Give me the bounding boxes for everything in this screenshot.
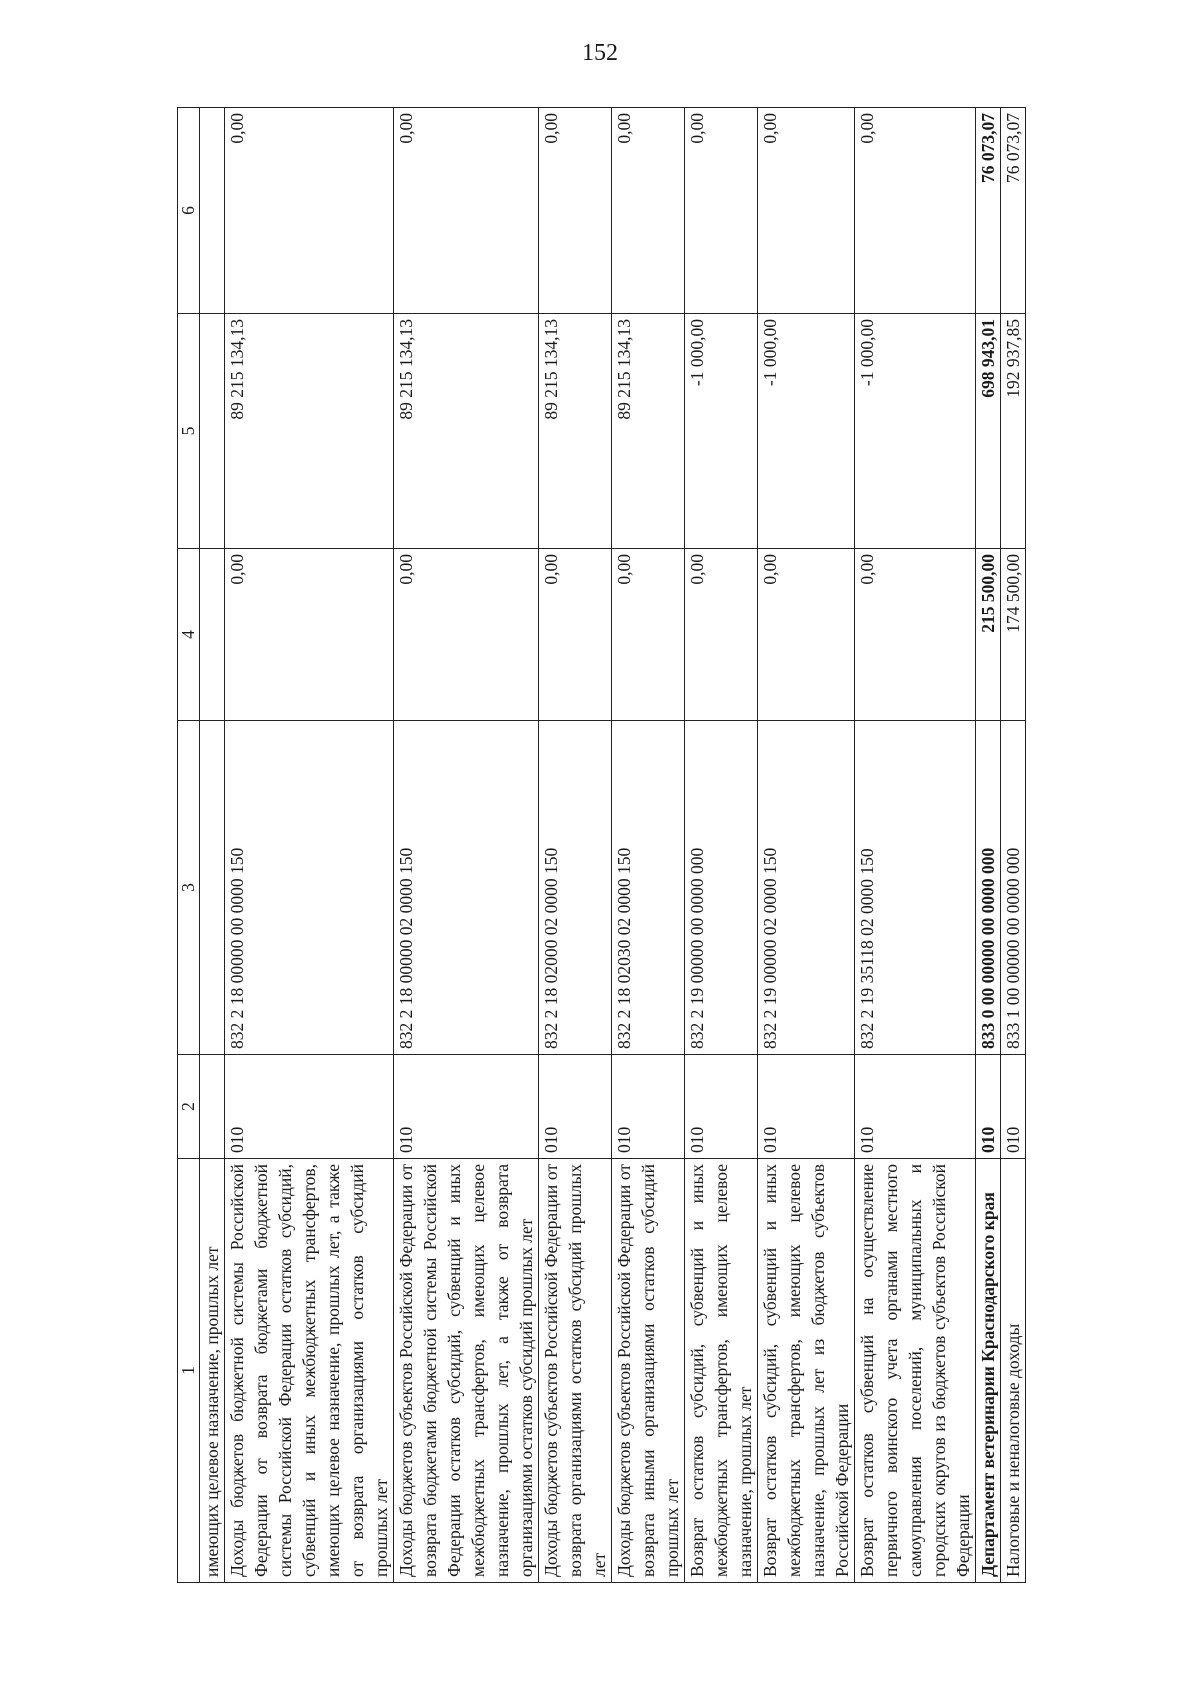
cell-col5: -1 000,00 [758,314,855,549]
table-row [539,108,612,1583]
table-row [1001,108,1026,1583]
table-row [394,108,539,1583]
cell-name: Доходы бюджетов субъектов Российской Федерации от возврата бюджетами бюджетной системы Российской Федерации остатков субсидий, субвенций и иных межбюджетных трансфертов, имеющих целевое назначение, прошлых лет, а также от возврата организациями остатков субсидий прошлых лет [394,1159,539,1583]
cell-col6: 0,00 [394,108,539,314]
table-wrapper [177,108,1037,1583]
cell-col5: 192 937,85 [1001,314,1026,549]
cell-col2: 010 [394,1055,539,1159]
cell-col4: 0,00 [612,549,685,721]
cell-name: Доходы бюджетов бюджетной системы Российской Федерации от возврата бюджетами бюджетной системы Российской Федерации остатков субсидий, субвенций и иных межбюджетных трансфертов, имеющих целевое назначение, прошлых лет, а также от возврата организациями остатков субсидий прошлых лет [225,1159,394,1583]
header-cell-2: 2 [178,1055,200,1159]
cell-col3: 832 2 18 00000 00 0000 150 [225,721,394,1055]
cell-col4: 0,00 [855,549,976,721]
cell-col2: 010 [685,1055,758,1159]
cell-col5: 89 215 134,13 [612,314,685,549]
cell-col3: 832 2 18 02030 02 0000 150 [612,721,685,1055]
cell-name: Доходы бюджетов субъектов Российской Федерации от возврата иными организациями остатков субсидий прошлых лет [612,1159,685,1583]
cell-col4: 0,00 [685,549,758,721]
cell-col6: 0,00 [612,108,685,314]
table-body [178,108,1026,1583]
cell-name: Департамент ветеринарии Краснодарского края [976,1159,1001,1583]
cell-col2: 010 [539,1055,612,1159]
cell-name: Возврат остатков субсидий, субвенций и иных межбюджетных трансфертов, имеющих целевое назначение, прошлых лет из бюджетов субъектов Российской Федерации [758,1159,855,1583]
table-row [612,108,685,1583]
header-cell-5: 5 [178,314,200,549]
cell-name: Доходы бюджетов субъектов Российской Федерации от возврата организациями остатков субсидий прошлых лет [539,1159,612,1583]
cell-col4: 0,00 [539,549,612,721]
header-cell-6: 6 [178,108,200,314]
cell-col2 [200,1055,225,1159]
cell-col5: 89 215 134,13 [394,314,539,549]
header-cell-1: 1 [178,1159,200,1583]
cell-col6: 0,00 [539,108,612,314]
cell-col5: -1 000,00 [855,314,976,549]
cell-col6: 76 073,07 [1001,108,1026,314]
cell-name: Возврат остатков субвенций на осуществление первичного воинского учета органами местного самоуправления поселений, муниципальных и городских округов из бюджетов субъектов Российской Федерации [855,1159,976,1583]
cell-col2: 010 [225,1055,394,1159]
header-row [178,108,200,1583]
table-row [976,108,1001,1583]
cell-col5: 698 943,01 [976,314,1001,549]
cell-col4: 0,00 [394,549,539,721]
cell-name: Налоговые и неналоговые доходы [1001,1159,1026,1583]
cell-col2: 010 [1001,1055,1026,1159]
cell-col4 [200,549,225,721]
header-cell-4: 4 [178,549,200,721]
header-cell-3: 3 [178,721,200,1055]
cell-col2: 010 [612,1055,685,1159]
cell-name: Возврат остатков субсидий, субвенций и иных межбюджетных трансфертов, имеющих целевое назначение, прошлых лет [685,1159,758,1583]
cell-col4: 0,00 [758,549,855,721]
cell-col5: 89 215 134,13 [225,314,394,549]
table-row [200,108,225,1583]
page-number: 152 [582,40,618,66]
cell-col3: 832 2 19 35118 02 0000 150 [855,721,976,1055]
table-row [685,108,758,1583]
table-row [225,108,394,1583]
rotated-table-frame [177,108,1037,1583]
cell-col5: -1 000,00 [685,314,758,549]
cell-col2: 010 [758,1055,855,1159]
cell-col6 [200,108,225,314]
cell-col6: 0,00 [855,108,976,314]
cell-col6: 0,00 [758,108,855,314]
cell-col6: 76 073,07 [976,108,1001,314]
cell-col3: 833 1 00 00000 00 0000 000 [1001,721,1026,1055]
cell-col4: 0,00 [225,549,394,721]
revenue-table [177,107,1026,1583]
cell-col4: 215 500,00 [976,549,1001,721]
table-row [855,108,976,1583]
cell-col3: 833 0 00 00000 00 0000 000 [976,721,1001,1055]
cell-name: имеющих целевое назначение, прошлых лет [200,1159,225,1583]
cell-col3: 832 2 18 02000 02 0000 150 [539,721,612,1055]
cell-col3 [200,721,225,1055]
cell-col3: 832 2 18 00000 02 0000 150 [394,721,539,1055]
cell-col4: 174 500,00 [1001,549,1026,721]
cell-col5 [200,314,225,549]
cell-col6: 0,00 [225,108,394,314]
cell-col2: 010 [976,1055,1001,1159]
cell-col3: 832 2 19 00000 00 0000 000 [685,721,758,1055]
cell-col6: 0,00 [685,108,758,314]
cell-col3: 832 2 19 00000 02 0000 150 [758,721,855,1055]
cell-col5: 89 215 134,13 [539,314,612,549]
table-row [758,108,855,1583]
cell-col2: 010 [855,1055,976,1159]
